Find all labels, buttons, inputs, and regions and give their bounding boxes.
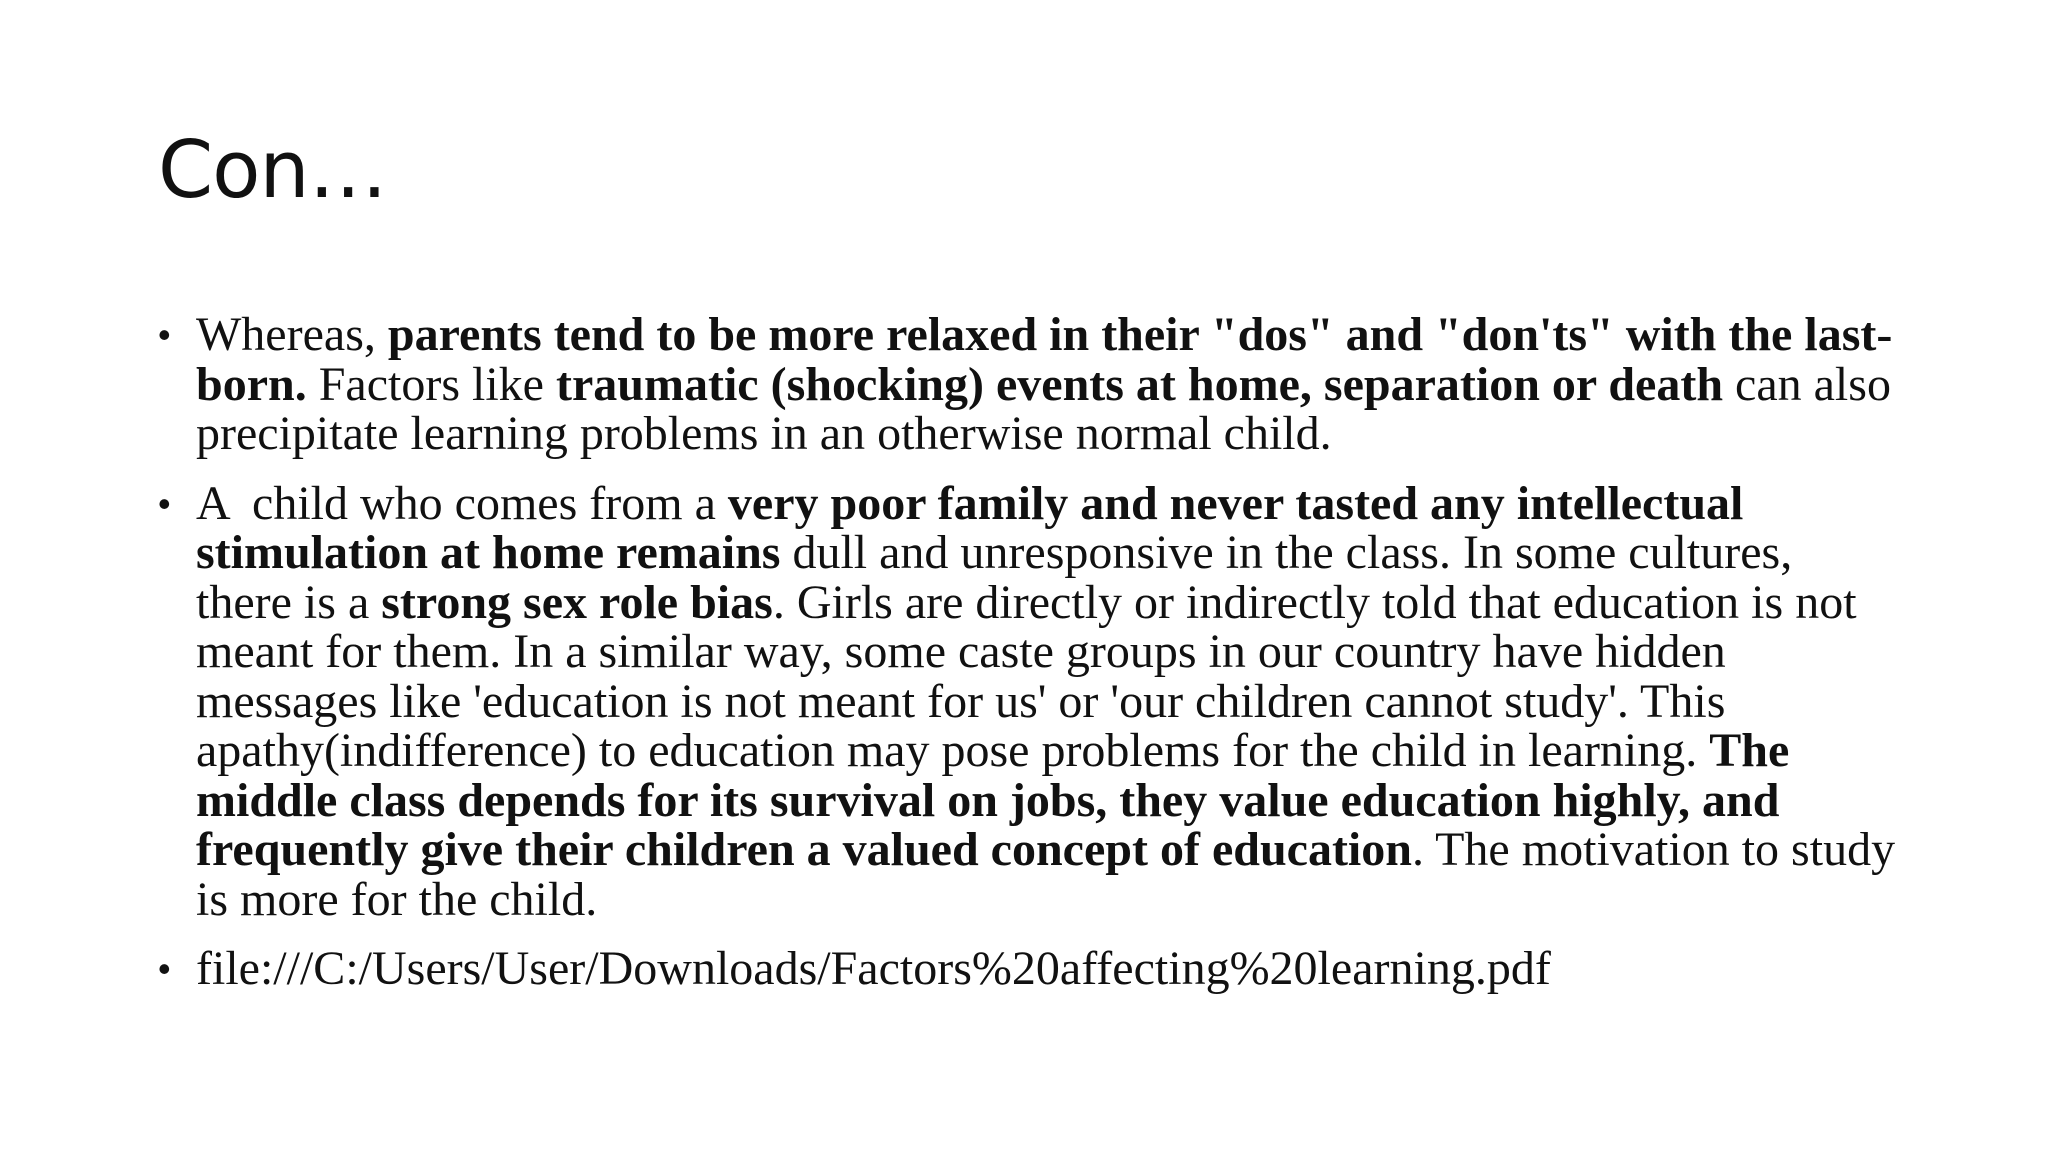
- bold-text-run: The middle class depends for its survival on jobs, they value education highly, and frequently give their children a valued concept of education: [196, 724, 1790, 876]
- bullet-text: [196, 476, 1898, 926]
- file-link[interactable]: [196, 944, 1898, 994]
- text-run: Whereas,: [196, 308, 388, 361]
- bullet-item: [158, 310, 1898, 459]
- bold-text-run: traumatic (shocking) events at home, separation or death: [555, 357, 1724, 411]
- bullet-list: [158, 310, 1898, 1014]
- text-run: . The motivation to study is more for the child.: [196, 823, 1896, 926]
- bold-text-run: parents tend to be more relaxed in their "dos" and "don'ts" with the last-born.: [196, 308, 1893, 411]
- bullet-icon: •: [158, 948, 171, 989]
- bold-text-run: very poor family and never tasted any intellectual stimulation at home remains: [196, 476, 1744, 579]
- text-run: A child who comes from a: [196, 476, 728, 530]
- bullet-icon: •: [158, 482, 171, 524]
- bullet-icon: •: [158, 314, 171, 355]
- file-link-text[interactable]: file:///C:/Users/User/Downloads/Factors%20affecting%20learning.pdf: [196, 942, 1551, 995]
- text-run: can also precipitate learning problems in an otherwise normal child.: [196, 357, 1891, 460]
- slide-title: Con…: [158, 124, 387, 216]
- text-run: dull and unresponsive in the class. In some cultures, there is a: [196, 526, 1793, 629]
- bullet-item: [158, 476, 1898, 926]
- bullet-text: [196, 310, 1898, 459]
- text-run: Factors like: [306, 357, 556, 411]
- bullet-item: [158, 944, 1898, 994]
- text-run: . Girls are directly or indirectly told that education is not meant for them. In a similar way, some caste groups in our country have hidden messages like 'education is not meant for us' or 'our children cannot study'. This apathy(indifference) to education may pose problems for the child in learning.: [196, 575, 1857, 777]
- bold-text-run: strong sex role bias: [381, 575, 773, 629]
